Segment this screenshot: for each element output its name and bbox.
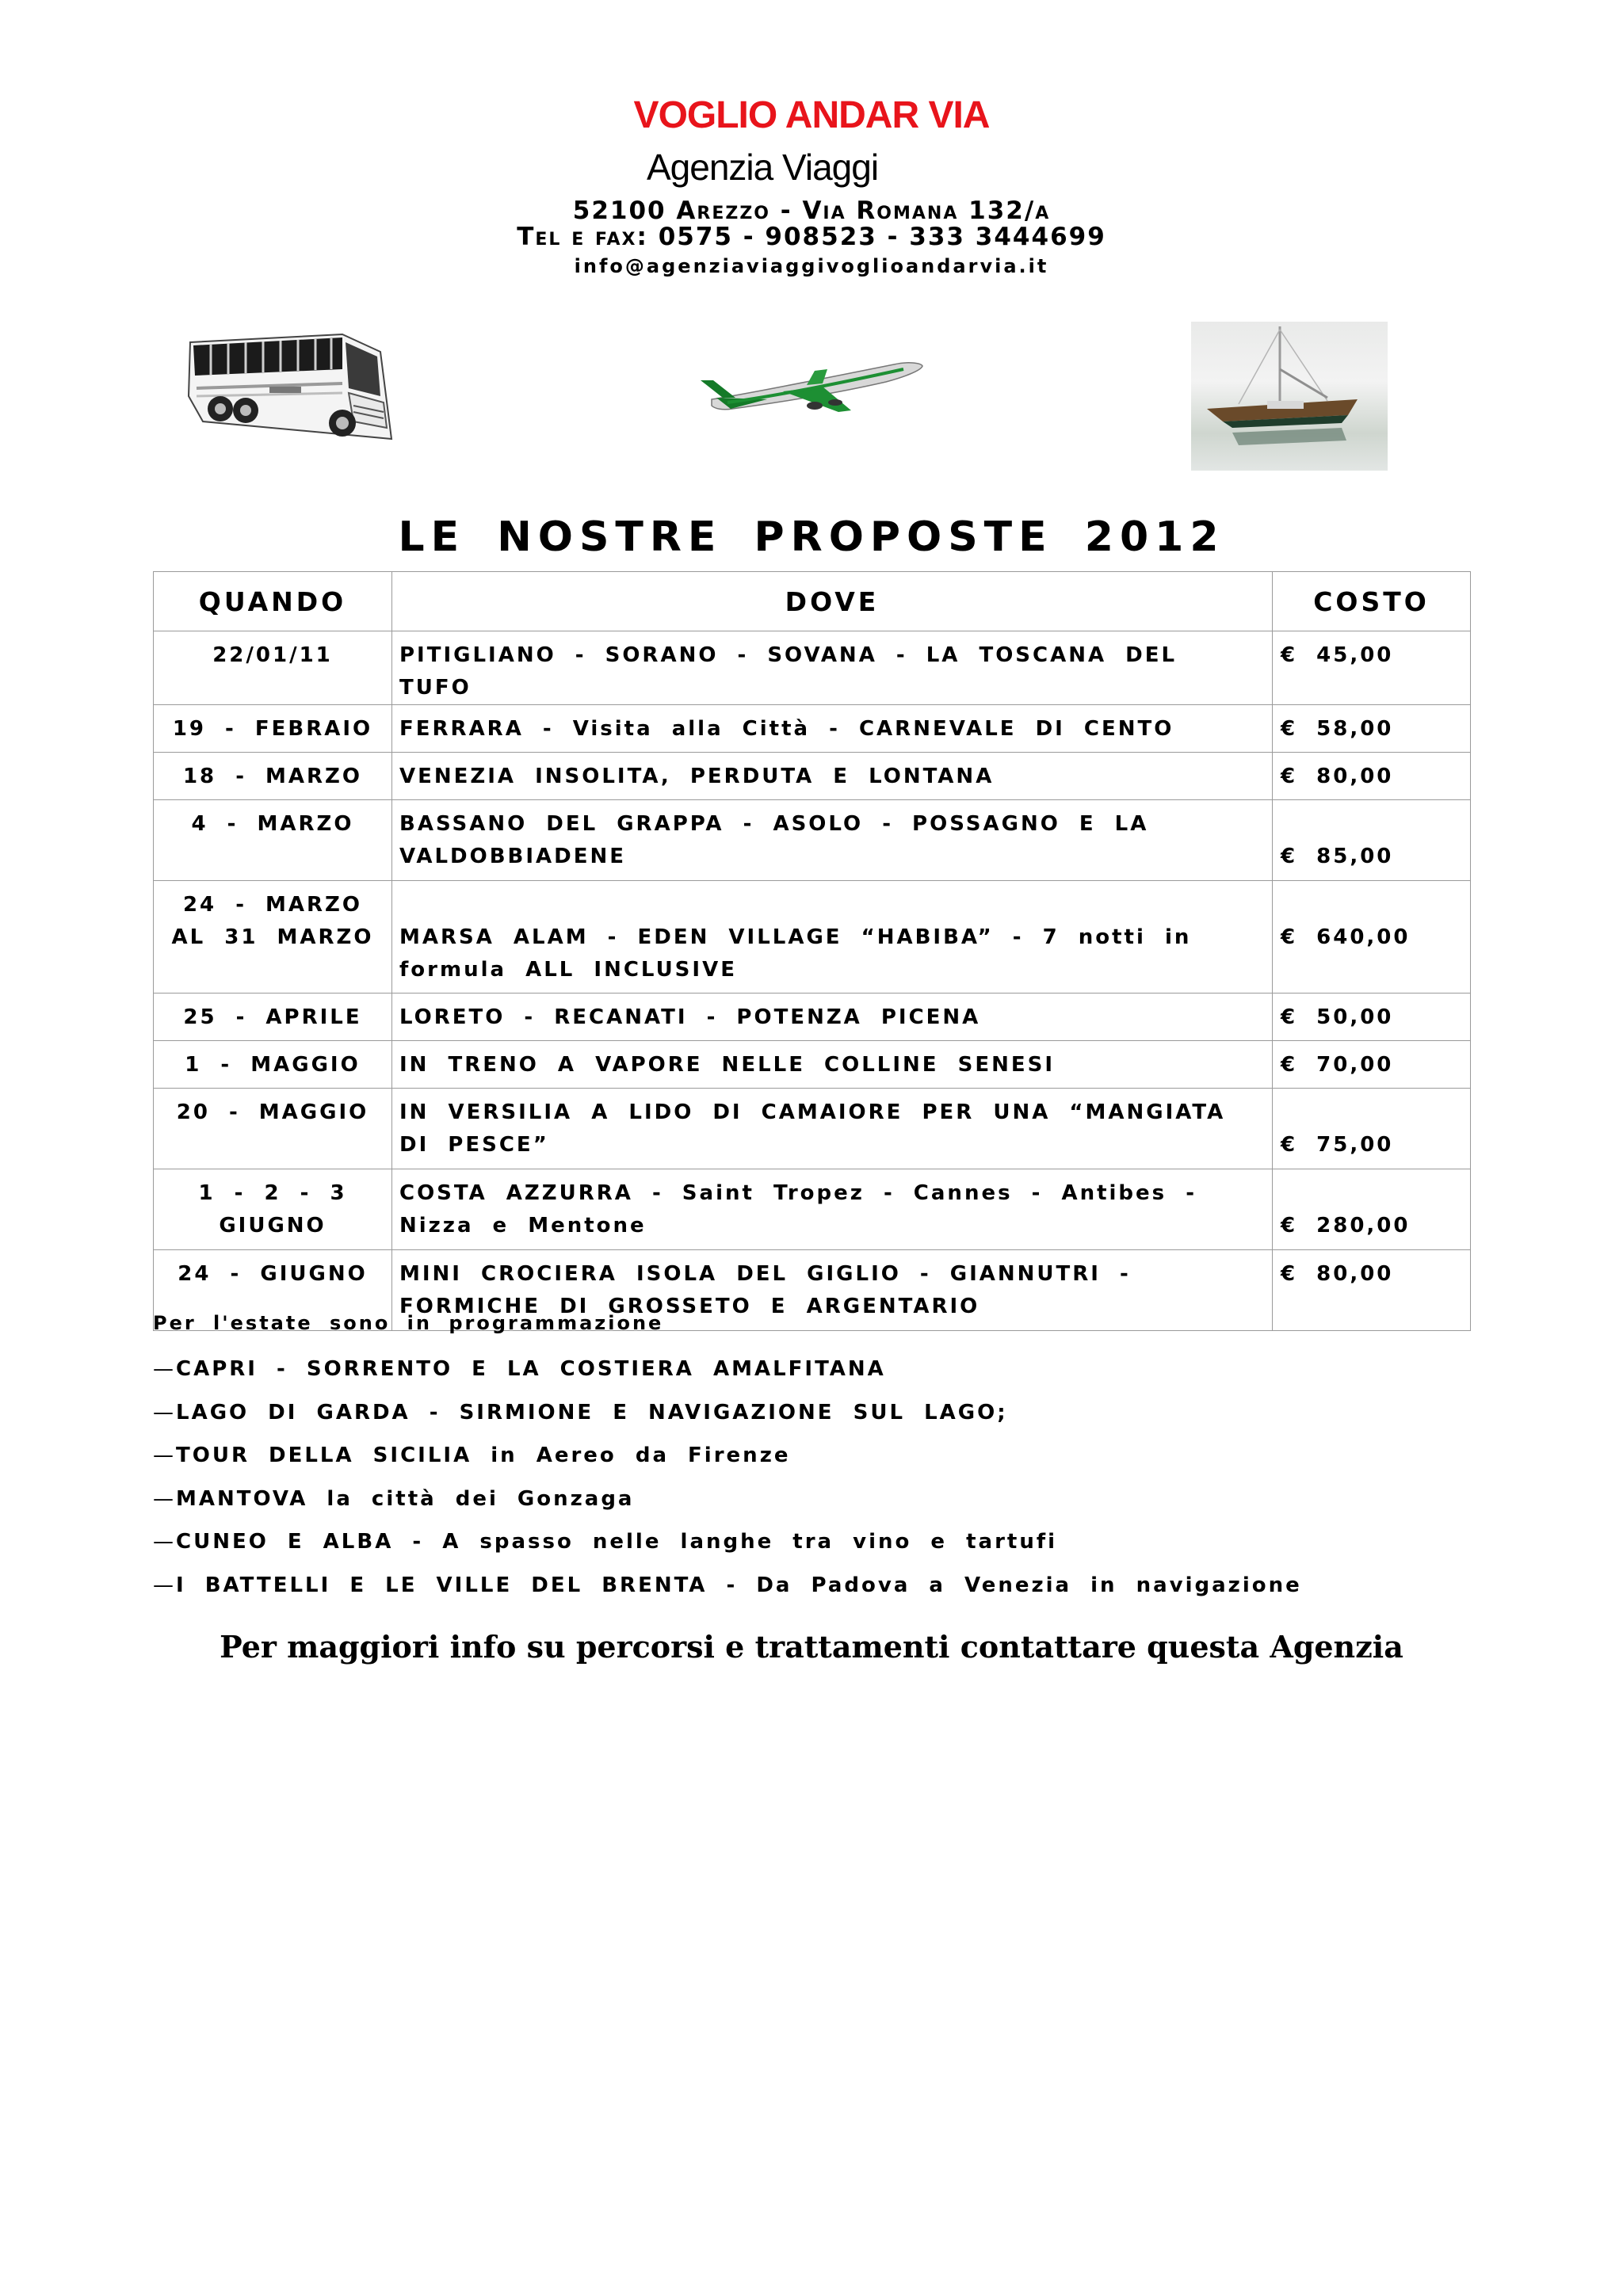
header-where: DOVE [392, 572, 1273, 631]
list-item-label: MANTOVA la città dei Gonzaga [176, 1486, 635, 1511]
cell-when: 22/01/11 [154, 631, 392, 705]
table-row [154, 705, 1471, 753]
page-title: LE NOSTRE PROPOSTE 2012 [398, 513, 1225, 561]
table-row [154, 631, 1471, 705]
table-row [154, 1169, 1471, 1250]
list-item: —LAGO DI GARDA - SIRMIONE E NAVIGAZIONE SUL LAGO; [153, 1400, 1008, 1425]
cell-where: MINI CROCIERA ISOLA DEL GIGLIO - GIANNUTRI - FORMICHE DI GROSSETO E ARGENTARIO [392, 1250, 1273, 1331]
cell-where: IN VERSILIA A LIDO DI CAMAIORE PER UNA “MANGIATA DI PESCE” [392, 1089, 1273, 1169]
cell-cost: € 280,00 [1281, 1214, 1411, 1238]
cell-when: 4 - MARZO [154, 800, 392, 881]
cell-when: 19 - FEBRAIO [154, 705, 392, 753]
agency-address: 52100 Arezzo - Via Romana 132/a [572, 196, 1051, 225]
cell-where: IN TRENO A VAPORE NELLE COLLINE SENESI [392, 1041, 1273, 1089]
list-item: —CAPRI - SORRENTO E LA COSTIERA AMALFITANA [153, 1357, 886, 1381]
cell-cost: € 70,00 [1273, 1041, 1471, 1089]
table-row [154, 800, 1471, 881]
cell-cost: € 640,00 [1281, 925, 1411, 949]
cell-when: 20 - MAGGIO [154, 1089, 392, 1169]
cell-cost: € 50,00 [1273, 994, 1471, 1041]
list-item-label: TOUR DELLA SICILIA in Aereo da Firenze [176, 1444, 791, 1467]
list-item: —MANTOVA la città dei Gonzaga [153, 1486, 635, 1511]
cell-when: 1 - MAGGIO [154, 1041, 392, 1089]
cell-where: VENEZIA INSOLITA, PERDUTA E LONTANA [392, 753, 1273, 800]
list-item: —TOUR DELLA SICILIA in Aereo da Firenze [153, 1444, 791, 1467]
list-item-label: CUNEO E ALBA - A spasso nelle langhe tra vino e tartufi [176, 1530, 1058, 1554]
cell-cost: € 45,00 [1273, 631, 1471, 705]
agency-name: VOGLIO ANDAR VIA [633, 94, 990, 136]
cell-cost: € 80,00 [1273, 753, 1471, 800]
agency-email[interactable]: info@agenziaviaggivoglioandarvia.it [574, 255, 1049, 277]
cell-when: 24 - MARZO AL 31 MARZO [154, 881, 392, 994]
cell-where: PITIGLIANO - SORANO - SOVANA - LA TOSCANA DEL TUFO [392, 631, 1273, 705]
offers-table [153, 571, 1471, 1331]
table-header-row [154, 572, 1471, 631]
header-when: QUANDO [154, 572, 392, 631]
cell-cost: € 75,00 [1281, 1133, 1394, 1157]
bus-picture [187, 320, 399, 447]
summer-intro: Per l'estate sono in programmazione [153, 1312, 664, 1334]
agency-subtitle: Agenzia Viaggi [647, 147, 879, 188]
list-item-label: CAPRI - SORRENTO E LA COSTIERA AMALFITANA [176, 1357, 886, 1381]
cell-when: 25 - APRILE [154, 994, 392, 1041]
table-row [154, 753, 1471, 800]
summer-list [153, 1348, 1302, 1607]
table-row [154, 994, 1471, 1041]
cell-where: BASSANO DEL GRAPPA - ASOLO - POSSAGNO E LA VALDOBBIADENE [392, 800, 1273, 881]
cell-where: COSTA AZZURRA - Saint Tropez - Cannes - Antibes - Nizza e Mentone [392, 1169, 1273, 1250]
header-cost: COSTO [1273, 572, 1471, 631]
cell-cost: € 85,00 [1281, 845, 1394, 868]
cell-when: 18 - MARZO [154, 753, 392, 800]
list-item-label: LAGO DI GARDA - SIRMIONE E NAVIGAZIONE SUL LAGO; [176, 1400, 1008, 1425]
cell-where: LORETO - RECANATI - POTENZA PICENA [392, 994, 1273, 1041]
table-row [154, 881, 1471, 994]
table-row [154, 1089, 1471, 1169]
airplane-picture [696, 353, 926, 425]
list-item: —I BATTELLI E LE VILLE DEL BRENTA - Da Padova a Venezia in navigazione [153, 1573, 1302, 1597]
cell-when: 1 - 2 - 3 GIUGNO [154, 1169, 392, 1250]
footer-note: Per maggiori info su percorsi e trattamenti contattare questa Agenzia [220, 1629, 1403, 1665]
list-item-label: I BATTELLI E LE VILLE DEL BRENTA - Da Padova a Venezia in navigazione [176, 1573, 1302, 1597]
table-row [154, 1041, 1471, 1089]
list-item: —CUNEO E ALBA - A spasso nelle langhe tra vino e tartufi [153, 1530, 1058, 1554]
cell-when: 24 - GIUGNO [154, 1250, 392, 1331]
cell-where: MARSA ALAM - EDEN VILLAGE “HABIBA” - 7 notti in formula ALL INCLUSIVE [399, 925, 1192, 982]
cell-where: FERRARA - Visita alla Città - CARNEVALE DI CENTO [392, 705, 1273, 753]
agency-phone: Tel e fax: 0575 - 908523 - 333 3444699 [517, 223, 1106, 251]
sailboat-picture [1191, 322, 1388, 471]
cell-cost: € 58,00 [1273, 705, 1471, 753]
cell-cost: € 80,00 [1273, 1250, 1471, 1331]
